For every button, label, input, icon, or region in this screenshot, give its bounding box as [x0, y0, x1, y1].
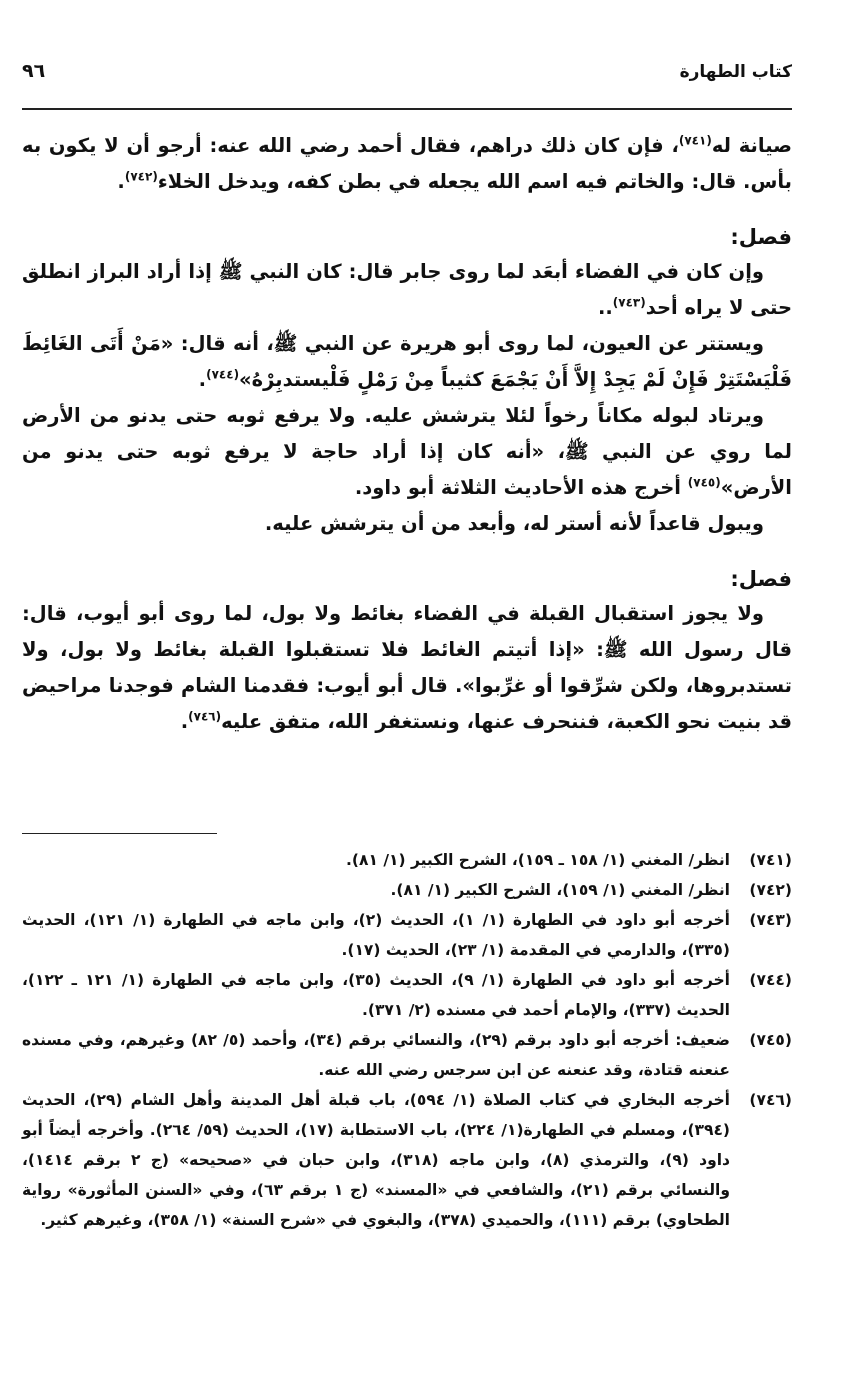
footnote	[22, 965, 792, 1025]
paragraph	[22, 326, 792, 398]
footnote-ref: (٧٤٤)	[206, 367, 240, 382]
paragraph-text: ..	[597, 296, 613, 319]
footnote	[22, 1085, 792, 1235]
paragraph	[22, 128, 792, 200]
paragraph-text: أخرج هذه الأحاديث الثلاثة أبو داود.	[354, 476, 688, 499]
book-page	[22, 60, 792, 1229]
footnote-ref: (٧٤٦)	[188, 709, 222, 724]
main-text	[22, 128, 792, 740]
footnote-ref: (٧٤٢)	[124, 169, 158, 184]
paragraph-text: .	[117, 170, 125, 193]
footnote-text: انظر/ المغني (١/ ١٥٩)، الشرح الكبير (١/ ٨١).	[390, 881, 730, 899]
footnote-text: ضعيف: أخرجه أبو داود برقم (٢٩)، والنسائي برقم (٣٤)، وأحمد (٥/ ٨٢) وغيرهم، وفي مسنده عنعنه قتادة، وقد عنعنه عن ابن سرجس رضي الله عنه.	[22, 1031, 731, 1079]
footnote	[22, 845, 792, 875]
footnote-number: (٧٤٢)	[749, 881, 792, 899]
page-number: ٩٦	[22, 60, 46, 82]
paragraph-text: وإن كان في الفضاء أبعَد لما روى جابر قال: كان النبي ﷺ إذا أراد البراز انطلق حتى لا يراه أحد	[22, 260, 792, 319]
running-header	[22, 60, 792, 94]
footnote-text: أخرجه أبو داود في الطهارة (١/ ١)، الحديث (٢)، وابن ماجه في الطهارة (١/ ١٢١)، الحديث (٣٣٥)، والدارمي في المقدمة (١/ ٢٣)، الحديث (١٧).	[22, 911, 730, 959]
footnote	[22, 1025, 792, 1085]
paragraph-text: ويرتاد لبوله مكاناً رخواً لئلا يترشش عليه. ولا يرفع ثوبه حتى يدنو من الأرض لما روي عن النبي ﷺ، «أنه كان إذا أراد حاجة لا يرفع ثوبه حتى يدنو من الأرض»	[22, 404, 792, 499]
footnote-text: أخرجه البخاري في كتاب الصلاة (١/ ٥٩٤)، باب قبلة أهل المدينة وأهل الشام (٢٩)، الحديث (٣٩٤)، ومسلم في الطهارة(١/ ٢٢٤)، باب الاستطابة (١٧)، الحديث (٥٩/ ٢٦٤). وأخرجه أيضاً أبو داود (٩)، والترمذي (٨)، وابن ماجه (٣١٨)، وابن حبان في «صحيحه» (ج ٢ برقم ١٤١٤)، والنسائي برقم (٢١)، والشافعي في «المسند» (ج ١ برقم ٦٣)، وفي «السنن المأثورة» رواية الطحاوي) برقم (١١١)، والحميدي (٣٧٨)، والبغوي في «شرح السنة» (١/ ٣٥٨)، وغيرهم كثير.	[22, 1091, 731, 1229]
footnote-ref: (٧٤٣)	[612, 295, 646, 310]
paragraph	[22, 596, 792, 740]
footnote-ref: (٧٤١)	[678, 133, 712, 148]
footnote-text: انظر/ المغني (١/ ١٥٨ ـ ١٥٩)، الشرح الكبير (١/ ٨١).	[346, 851, 730, 869]
footnotes	[22, 845, 792, 1235]
paragraph-text: ، فإن كان ذلك دراهم، فقال أحمد رضي الله عنه: أرجو أن لا يكون به بأس. قال: والخاتم فيه اسم الله يجعله في بطن كفه، ويدخل الخلاء	[22, 134, 792, 193]
paragraph-text: .	[198, 368, 207, 391]
paragraph-text: ويستتر عن العيون، لما روى أبو هريرة عن النبي ﷺ، أنه قال: «مَنْ أَتَى الغَائِطَ فَلْيَسْتَتِرْ فَإِنْ لَمْ يَجِدْ إِلاَّ أَنْ يَجْمَعَ كثيباً مِنْ رَمْلٍ فَلْيستدبِرْهُ»	[22, 332, 792, 391]
paragraph-text: .	[180, 710, 189, 733]
paragraph-text: ولا يجوز استقبال القبلة في الفضاء بغائط ولا بول، لما روى أبو أيوب، قال: قال رسول الله ﷺ: «إذا أتيتم الغائط فلا تستقبلوا القبلة بغائط ولا بول، ولا تستدبروها، ولكن شرِّقوا أو غرِّبوا». قال أبو أيوب: فقدمنا الشام فوجدنا مراحيض قد بنيت نحو الكعبة، فننحرف عنها، ونستغفر الله، متفق عليه	[22, 602, 792, 733]
footnote-separator	[22, 833, 217, 834]
footnote-text: أخرجه أبو داود في الطهارة (١/ ٩)، الحديث (٣٥)، وابن ماجه في الطهارة (١/ ١٢١ ـ ١٢٢)، الحديث (٣٣٧)، والإمام أحمد في مسنده (٢/ ٣٧١).	[22, 971, 730, 1019]
paragraph	[22, 254, 792, 326]
paragraph	[22, 506, 792, 542]
footnote-number: (٧٤٣)	[749, 911, 792, 929]
footnote-number: (٧٤٥)	[749, 1031, 792, 1049]
footnote	[22, 875, 792, 905]
section-heading: فصل:	[730, 567, 792, 591]
footnote-number: (٧٤١)	[749, 851, 792, 869]
paragraph-text: ويبول قاعداً لأنه أستر له، وأبعد من أن يترشش عليه.	[264, 512, 764, 535]
section-heading: فصل:	[730, 225, 792, 249]
footnote-number: (٧٤٦)	[749, 1091, 792, 1109]
paragraph-text: صيانة له	[711, 134, 792, 157]
chapter-title: كتاب الطهارة	[679, 62, 792, 82]
paragraph	[22, 398, 792, 506]
footnote-ref: (٧٤٥)	[687, 475, 721, 490]
footnote	[22, 905, 792, 965]
header-rule	[22, 108, 792, 110]
footnote-number: (٧٤٤)	[749, 971, 792, 989]
